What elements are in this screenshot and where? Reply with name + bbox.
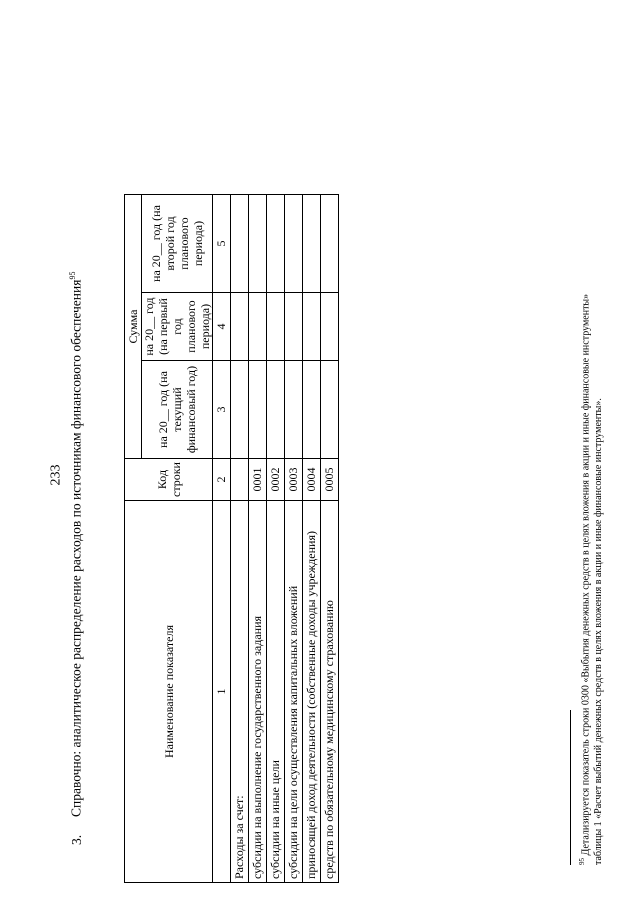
cell-value [303,361,321,459]
cell-value [303,293,321,361]
row-code: 0003 [285,459,303,501]
section-title: Справочно: аналитическое распределение расходов по источникам финансового обеспечения [68,279,84,817]
page-number: 233 [48,464,64,486]
cell-value [285,195,303,293]
header-indicator-name: Наименование показателя [125,501,213,883]
footnote [576,285,605,865]
footnote-reference: 95 [68,271,77,280]
footnote-separator [570,710,571,865]
cell-value [303,195,321,293]
column-number-row [213,195,231,883]
header-first-plan-year: на 20__ год (на первый год планового периода) [142,293,213,361]
cell-value [267,361,285,459]
row-name: средств по обязательному медицинскому страхованию [321,501,339,883]
column-number: 5 [213,195,231,293]
cell-value [231,195,249,293]
row-code: 0005 [321,459,339,501]
footnote-mark: 95 [578,858,586,865]
expense-distribution-table [124,194,339,883]
cell-value [285,361,303,459]
table-row [231,195,249,883]
table-row [303,195,321,883]
column-number: 2 [213,459,231,501]
row-name: Расходы за счет: [231,501,249,883]
row-code [231,459,249,501]
column-number: 4 [213,293,231,361]
cell-value [267,293,285,361]
cell-value [231,293,249,361]
column-number: 1 [213,501,231,883]
table-row [249,195,267,883]
row-code: 0004 [303,459,321,501]
cell-value [321,195,339,293]
section-number: 3. [68,834,84,845]
header-sum: Сумма [125,195,142,459]
header-current-year: на 20__ год (на текущий финансовый год) [142,361,213,459]
section-heading [68,272,85,845]
row-name: приносящей доход деятельности (собственные доходы учреждения) [303,501,321,883]
row-code: 0002 [267,459,285,501]
column-number: 3 [213,361,231,459]
row-name: субсидии на цели осуществления капитальных вложений [285,501,303,883]
table-row [321,195,339,883]
cell-value [249,293,267,361]
row-name: субсидии на выполнение государственного задания [249,501,267,883]
row-code: 0001 [249,459,267,501]
cell-value [249,195,267,293]
table-row [285,195,303,883]
header-row-code: Код строки [125,459,213,501]
table-row [267,195,285,883]
row-name: субсидии на иные цели [267,501,285,883]
cell-value [267,195,285,293]
cell-value [321,361,339,459]
header-second-plan-year: на 20__ год (на второй год планового периода) [142,195,213,293]
cell-value [231,361,249,459]
rotated-page-content [20,25,620,885]
cell-value [249,361,267,459]
cell-value [285,293,303,361]
cell-value [321,293,339,361]
footnote-text: Детализируется показатель строки 0300 «Выбытия денежных средств в целях вложения в акции и иные финансовые инструменты» таблицы 1 «Расчет выбытий денежных средств в целях вложения в акции и иные финансовые инструменты». [580,293,605,865]
